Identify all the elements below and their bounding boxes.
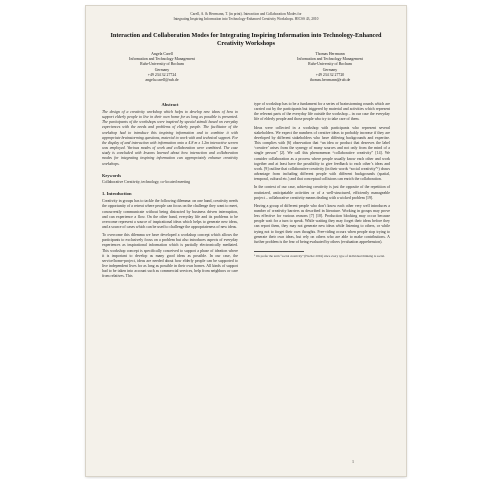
paper-page <box>86 6 406 476</box>
keywords-heading: Keywords <box>102 172 122 178</box>
footnote: ¹ We prefer the term “social creativity” (Fischer 2004) since every type of individual thinking is social. <box>254 254 386 259</box>
body-paragraph: Having a group of different people who don’t know each other very well introduces a number of creativity barriers as described in literature. Working in groups may prove less effective for various reasons [7] [10]. Production blocking may occur because people wait for a turn to speak. While waiting they may forget their ideas before they can report them, they may not generate new ideas while listening to others, or while trying not to forget their own thoughts. Free-riding occurs when people stop trying to generate their own ideas, but rely on others who are able to make contributions. A further problem is the fear of being evaluated by others (evaluation apprehension). <box>254 203 390 244</box>
author-block <box>102 52 390 96</box>
author-email: thomas.herrmann@rub.de <box>309 78 351 83</box>
author-phone: +49 234 32 27724 <box>147 72 177 77</box>
body-paragraph: In the context of our case, achieving creativity is just the opposite of the repetition of routinized, anticipatable activities or of a well-structured, efficiently manageable project – collaborative creativity means dealing with a wicked problem [19]. <box>254 185 390 200</box>
section-heading: 1. Introduction <box>102 191 132 197</box>
author-univ: Ruhr-University of Bochum <box>308 62 352 67</box>
author-dept: Information and Technology Management <box>129 57 195 62</box>
author-dept: Information and Technology Management <box>297 57 363 62</box>
author-2 <box>270 52 390 83</box>
author-email: angela.carell@rub.de <box>145 78 179 83</box>
author-phone: +49 234 32 27720 <box>315 72 345 77</box>
footnote-rule <box>254 251 304 252</box>
abstract-heading: Abstract <box>161 102 179 107</box>
author-name: Angela Carell <box>151 52 173 56</box>
abstract-text: The design of a creativity workshop which helps to develop new ideas of how to support elderly people to live in their own home for as long as possible is presented. The participants of the workshops were inspired by special stimuli based on everyday experiences with the needs and problems of elderly people. The facilitator of the workshop had to introduce this inspiring information and to combine it with appropriate brainstorming questions, material to work with and technical support. For the display of and interaction with information onto a 4.8 m x 1.2m interactive screen was employed. Various modes of work and collaboration were combined. The case study is concluded with lessons learned about how interaction and collaboration modes for integrating inspiring information can appropriately enhance creativity workshops. <box>102 110 238 166</box>
author-country: Germany <box>322 67 338 72</box>
body-paragraph: To overcome this dilemma we have developed a workshop concept which allows the participants to exclusively focus on a problem but also introduces aspects of everyday experiences as inspirational information which is partially electronically mediated. This workshop concept is specifically conceived to support a phase of ideation where it is important to develop as many good ideas as possible. In our case, the service/home-project, ideas are needed about how elderly people can be supported to live independent lives for as long as possible in their own homes. All kinds of support had to be taken into account such as commercial services, help from neighbors or care from relatives. This <box>102 233 238 279</box>
author-name: Thomas Herrmann <box>315 52 345 56</box>
paper-title: Interaction and Collaboration Modes for Integrating Inspiring Information into Technology-Enhanced Creativity Workshops <box>110 32 382 47</box>
running-head <box>106 12 386 22</box>
author-univ: Ruhr-University of Bochum <box>140 62 184 67</box>
body-paragraph: type of workshop has to be a fundament for a series of brainstorming rounds which are carried out by the participants but triggered by material and activities which represent the relevant parts of the everyday life outside the workshop – in our case the everyday life of elderly people and those people who try to take care of them. <box>254 102 390 122</box>
left-column <box>102 102 238 283</box>
right-column <box>254 102 390 258</box>
page-number: 1 <box>352 459 354 464</box>
body-paragraph: Ideas were collected in a workshop with participants who represent several stakeholders. We expect the numbers of creative ideas to probably increase if they are developed by different stakeholders who have differing backgrounds and expertise. This complies with [6] observation that “an idea or product that deserves the label ‘creative’ arises from the synergy of many sources and not only from the mind of a single person” [2]. We call this phenomenon “collaborative creativity” [14]. We consider collaboration as a process where people usually know each other and work together and at least have the possibility to give feedback to each other’s ideas and work. [9] outline that collaborative creativity (in their words “social creativity”¹) draws advantage from including different people with different backgrounds (spatial, temporal, cultural etc.) and that conceptual collisions can enrich the collaboration. <box>254 125 390 182</box>
keywords-text: Collaborative Creativity, technology, co-located meeting <box>102 179 191 184</box>
body-paragraph: Creativity in groups has to tackle the following dilemma: on one hand, creativity needs the opportunity of a retreat where people can focus on the challenge they want to meet, concurrently communicate without being distracted by business driven interruption, and can experience a flow. On the other hand, everyday life and its problems to be overcome represent a source of inspirational ideas which helps to generate new ideas, and a source of cases which can be used to challenge the appropriateness of new ideas. <box>102 199 238 229</box>
running-head-line: Integrating Inspiring Information into Technology-Enhanced Creativity Workshops. HICSS 43, 2010 <box>173 17 319 21</box>
author-country: Germany <box>154 67 170 72</box>
running-head-line: Carell, A. & Herrmann, T. (in print). Interaction and Collaboration Modes for <box>190 12 302 16</box>
author-1 <box>102 52 222 83</box>
